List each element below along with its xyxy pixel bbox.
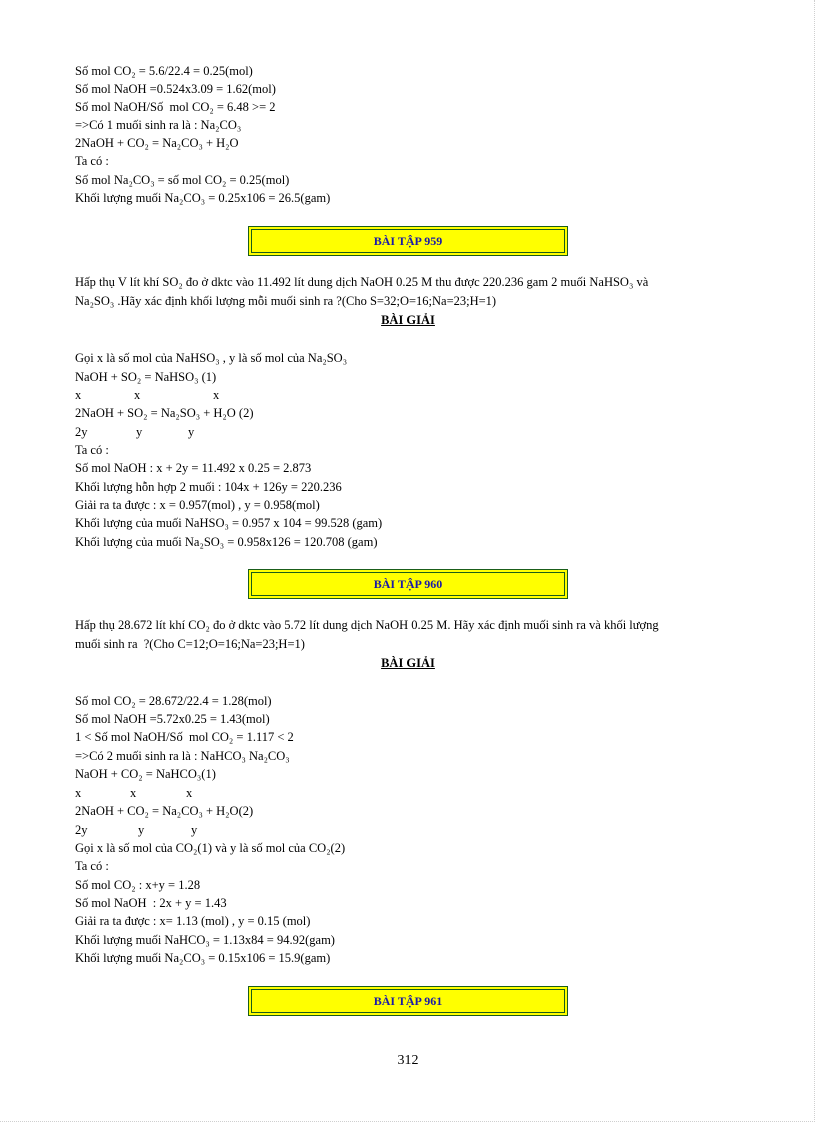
- mol-label: x: [134, 388, 141, 402]
- solution-title: BÀI GIẢI: [381, 313, 435, 327]
- mol-label: y: [188, 425, 195, 439]
- text-line: Số mol CO₂ : x+y = 1.28: [75, 878, 201, 892]
- equation-line: 2NaOH + CO₂ = Na₂CO₃ + H₂O(2): [75, 804, 254, 818]
- mol-label: x: [75, 786, 82, 800]
- text-line: Số mol CO₂ = 5.6/22.4 = 0.25(mol): [75, 64, 253, 78]
- mol-label: x: [186, 786, 193, 800]
- mol-label: 2y: [75, 425, 88, 439]
- text-line: =>Có 2 muối sinh ra là : NaHCO₃ Na₂CO₃: [75, 749, 290, 763]
- text-line: Ta có :: [75, 154, 109, 168]
- text-line: Gọi x là số mol của NaHSO₃ , y là số mol của Na₂SO₃: [75, 351, 348, 365]
- text-line: Số mol NaOH : x + 2y = 11.492 x 0.25 = 2.873: [75, 461, 312, 475]
- exercise-header-960: BÀI TẬP 960: [251, 572, 565, 596]
- text-line: Giải ra ta được : x= 1.13 (mol) , y = 0.15 (mol): [75, 914, 311, 928]
- page-number: 312: [397, 1053, 419, 1068]
- text-line: Số mol NaOH : 2x + y = 1.43: [75, 896, 227, 910]
- mol-label: x: [213, 388, 220, 402]
- mol-label: y: [138, 823, 145, 837]
- text-line: Ta có :: [75, 443, 109, 457]
- text-line: Khối lượng muối Na₂CO₃ = 0.25x106 = 26.5(gam): [75, 191, 331, 205]
- text-line: Ta có :: [75, 859, 109, 873]
- text-line: Số mol NaOH =0.524x3.09 = 1.62(mol): [75, 82, 276, 96]
- equation-line: NaOH + CO₂ = NaHCO₃(1): [75, 767, 216, 781]
- solution-title: BÀI GIẢI: [381, 656, 435, 670]
- text-line: Khối lượng hỗn hợp 2 muối : 104x + 126y = 220.236: [75, 480, 342, 494]
- equation-line: 2NaOH + SO₂ = Na₂SO₃ + H₂O (2): [75, 406, 254, 420]
- text-line: Số mol NaOH =5.72x0.25 = 1.43(mol): [75, 712, 270, 726]
- problem-line: Hấp thụ V lít khí SO₂ đo ở dktc vào 11.492 lít dung dịch NaOH 0.25 M thu được 220.236 gam 2 muối NaHSO₃ và: [75, 275, 649, 289]
- exercise-header-959: BÀI TẬP 959: [251, 229, 565, 253]
- text-line: Giải ra ta được : x = 0.957(mol) , y = 0.958(mol): [75, 498, 320, 512]
- mol-label: x: [130, 786, 137, 800]
- text-line: 1 < Số mol NaOH/Số mol CO₂ = 1.117 < 2: [75, 730, 294, 744]
- text-line: =>Có 1 muối sinh ra là : Na₂CO₃: [75, 118, 242, 132]
- exercise-header-961: BÀI TẬP 961: [251, 989, 565, 1013]
- text-line: Gọi x là số mol của CO₂(1) và y là số mol của CO₂(2): [75, 841, 346, 855]
- problem-line: Hấp thụ 28.672 lít khí CO₂ đo ở dktc vào 5.72 lít dung dịch NaOH 0.25 M. Hãy xác định muối sinh ra và khối lượng: [75, 618, 659, 632]
- equation-line: NaOH + SO₂ = NaHSO₃ (1): [75, 370, 217, 384]
- mol-label: 2y: [75, 823, 88, 837]
- text-line: Khối lượng của muối Na₂SO₃ = 0.958x126 = 120.708 (gam): [75, 535, 378, 549]
- text-line: Số mol NaOH/Số mol CO₂ = 6.48 >= 2: [75, 100, 276, 114]
- mol-label: x: [75, 388, 82, 402]
- text-line: Khối lượng muối Na₂CO₃ = 0.15x106 = 15.9(gam): [75, 951, 331, 965]
- text-line: 2NaOH + CO₂ = Na₂CO₃ + H₂O: [75, 136, 239, 150]
- text-line: Khối lượng của muối NaHSO₃ = 0.957 x 104 = 99.528 (gam): [75, 516, 383, 530]
- mol-label: y: [136, 425, 143, 439]
- text-line: Số mol CO₂ = 28.672/22.4 = 1.28(mol): [75, 694, 272, 708]
- problem-line: Na₂SO₃ .Hãy xác định khối lượng mỗi muối sinh ra ?(Cho S=32;O=16;Na=23;H=1): [75, 294, 497, 308]
- mol-label: y: [191, 823, 198, 837]
- problem-line: muối sinh ra ?(Cho C=12;O=16;Na=23;H=1): [75, 637, 305, 651]
- text-line: Khối lượng muối NaHCO₃ = 1.13x84 = 94.92(gam): [75, 933, 335, 947]
- text-line: Số mol Na₂CO₃ = số mol CO₂ = 0.25(mol): [75, 173, 290, 187]
